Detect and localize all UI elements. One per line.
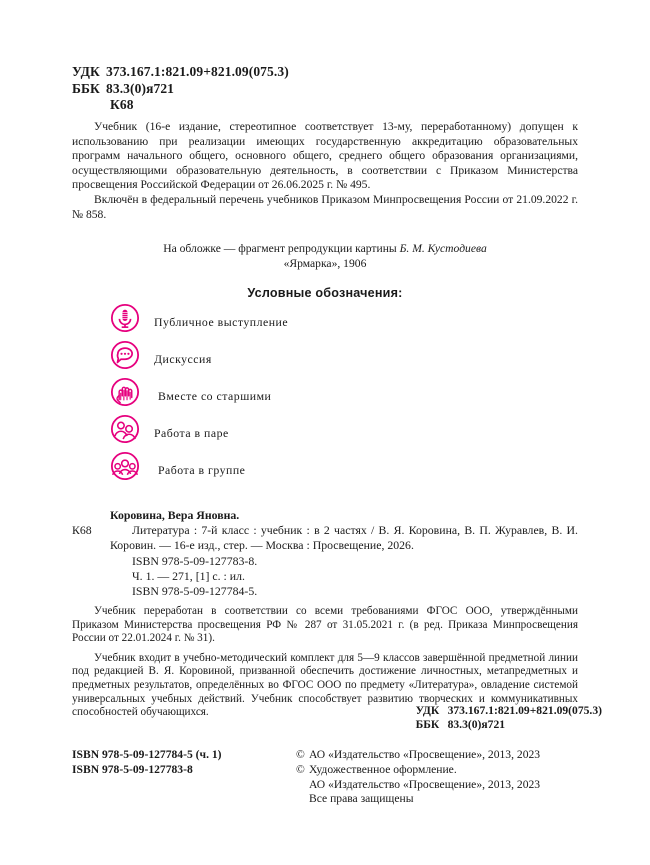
cover-credit-artist: Б. М. Кустодиева	[399, 242, 487, 255]
cover-credit-line-1	[72, 241, 578, 256]
copyright-line-1	[296, 748, 602, 763]
description-paragraph-2: Учебник входит в учебно-методический комплект для 5—9 классов завершённой предметной линии под редакцией В. Я. Коровиной, призванной обеспечить достижение личностных, метапредметных и предметных результатов, определённых во ФГОС ООО по предмету «Литература», овладение системой универсальных учебных действий. Учебник способствует развитию творческих и коммуникативных способностей обучающихся.	[72, 651, 578, 719]
legend-label-group-work: Работа в группе	[158, 463, 246, 477]
udk-value-bottom: 373.167.1:821.09+821.09(075.3)	[447, 704, 602, 717]
classification-codes-bottom	[416, 704, 602, 732]
shelf-mark-top: К68	[110, 97, 134, 112]
copyright-icon-design: ©	[296, 762, 305, 776]
biblio-title-line: Литература : 7-й класс : учебник : в 2 частях / В. Я. Коровина, В. П. Журавлев, В. И. Коровин. — 16-е изд., стер. — Москва : Просвещение, 2026.	[110, 523, 578, 553]
description-paragraph-1: Учебник переработан в соответствии со всеми требованиями ФГОС ООО, утверждёнными Приказом Министерства просвещения РФ № 287 от 31.05.2021 г. (в ред. Приказа Минпросвещения России от 22.01.2024 г. № 31).	[72, 605, 578, 645]
copyright-design-label: Художественное оформление.	[309, 762, 457, 776]
footer	[72, 748, 602, 807]
copyright-line-2	[296, 763, 602, 778]
legend-label-discussion: Дискуссия	[154, 352, 212, 366]
legend-list	[110, 303, 530, 488]
description-block	[72, 605, 578, 720]
legend-item-pair-work	[110, 414, 530, 451]
bbk-value-top: 83.3(0)я721	[106, 80, 175, 96]
cover-credit	[72, 241, 578, 271]
bbk-label-bottom: ББК	[415, 718, 440, 731]
bbk-row-bottom	[416, 718, 602, 732]
biblio-part-line: Ч. 1. — 271, [1] с. : ил.	[132, 568, 245, 583]
bbk-value-bottom: 83.3(0)я721	[447, 718, 506, 731]
legend-item-public-speaking	[110, 303, 530, 340]
approval-note-2: Включён в федеральный перечень учебников Приказом Минпросвещения России от 21.09.2022 г. № 858.	[72, 192, 578, 221]
footer-copyright-column	[296, 748, 602, 807]
speech-bubble-icon	[110, 340, 140, 370]
legend-label-pair-work: Работа в паре	[154, 426, 229, 440]
legend-item-with-elders	[110, 377, 530, 414]
microphone-icon	[110, 303, 140, 333]
legend-item-group-work	[110, 451, 530, 488]
udk-label-bottom: УДК	[415, 704, 440, 717]
biblio-author: Коровина, Вера Яновна.	[110, 508, 240, 522]
bbk-row-top	[72, 81, 289, 98]
cover-credit-line-2: «Ярмарка», 1906	[283, 257, 367, 270]
copyright-publisher-1: АО «Издательство «Просвещение», 2013, 2023	[309, 748, 541, 761]
approval-note-1: Учебник (16-е издание, стереотипное соответствует 13-му, переработанному) допущен к использованию при реализации имеющих государственную аккредитацию образовательных программ начального общего, основного общего, среднего общего образования организациями, осуществляющими образовательную деятельность, в соответствии с Приказом Министерства просвещения Российской Федерации от 26.06.2025 г. № 495.	[72, 120, 578, 192]
udk-label-top: УДК	[72, 64, 100, 79]
udk-row-top	[72, 64, 289, 81]
udk-value-top: 373.167.1:821.09+821.09(075.3)	[106, 64, 289, 79]
biblio-isbn-part: ISBN 978-5-09-127784-5.	[132, 584, 258, 599]
copyright-line-3: АО «Издательство «Просвещение», 2013, 2023	[309, 777, 541, 791]
legend-heading: Условные обозначения:	[247, 286, 403, 300]
rights-reserved-line: Все права защищены	[309, 792, 414, 806]
raised-hands-icon	[110, 377, 140, 407]
bibliographic-record	[72, 508, 578, 599]
biblio-isbn-set: ISBN 978-5-09-127783-8.	[132, 553, 258, 568]
two-people-icon	[110, 414, 140, 444]
cover-credit-prefix: На обложке — фрагмент репродукции картины	[163, 242, 400, 255]
footer-isbn-set: ISBN 978-5-09-127783-8	[72, 762, 193, 776]
bbk-label-top: ББК	[72, 80, 100, 96]
copyright-icon: ©	[296, 748, 305, 761]
biblio-shelf-mark: К68	[72, 523, 92, 538]
legend-label-public-speaking: Публичное выступление	[154, 315, 289, 329]
legend-item-discussion	[110, 340, 530, 377]
footer-isbn-part: ISBN 978-5-09-127784-5 (ч. 1)	[72, 748, 222, 761]
classification-codes-top	[72, 64, 289, 114]
udk-row-bottom	[416, 704, 602, 718]
approval-notes	[72, 120, 578, 222]
legend-label-with-elders: Вместе со старшими	[158, 389, 272, 403]
group-people-icon	[110, 451, 140, 481]
biblio-title-block	[72, 523, 578, 553]
footer-isbn-column	[72, 748, 296, 778]
